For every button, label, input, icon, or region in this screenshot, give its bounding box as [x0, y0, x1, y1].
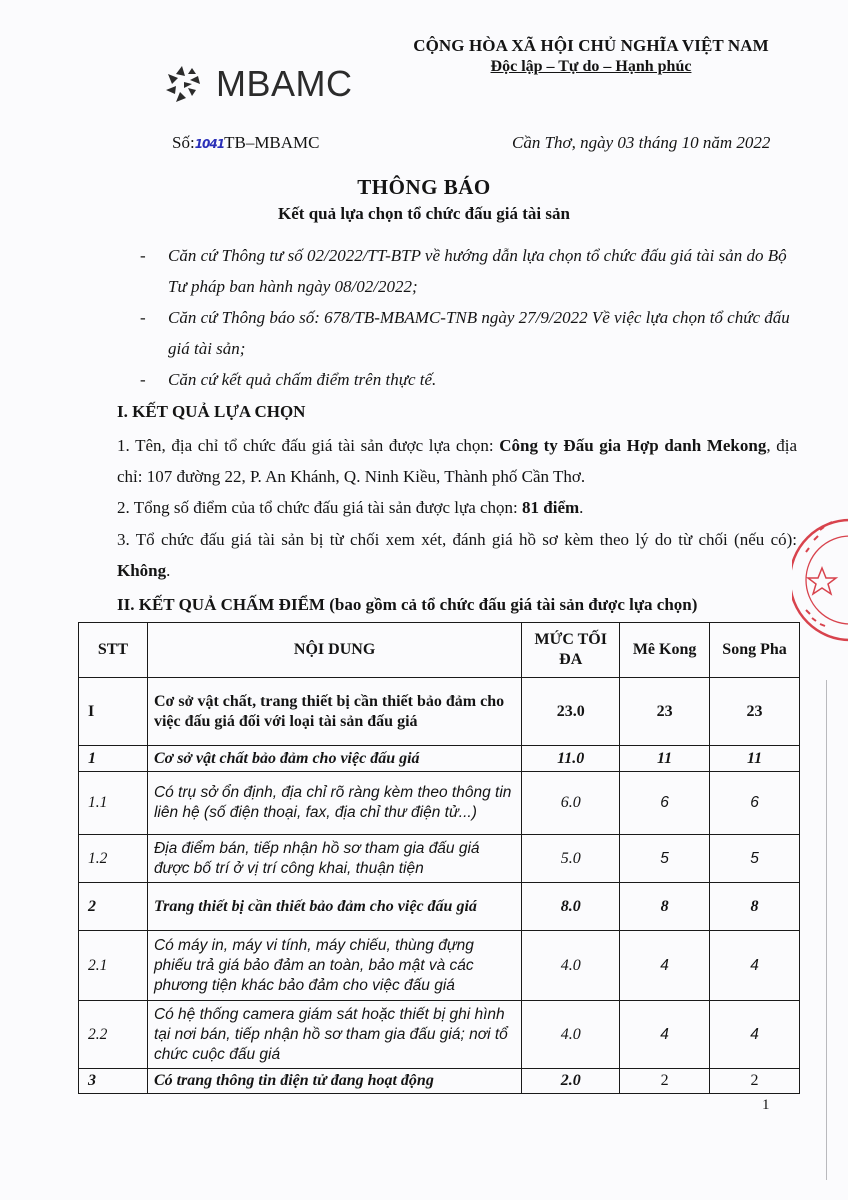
place-date: Cần Thơ, ngày 03 tháng 10 năm 2022 [512, 133, 771, 152]
row-content: Có trang thông tin điện tử đang hoạt động [147, 1069, 521, 1094]
row-org2: 4 [710, 1001, 800, 1069]
row-content: Trang thiết bị cần thiết bảo đảm cho việc đấu giá [147, 883, 521, 931]
legal-bases-list [140, 240, 800, 395]
item2-text: 2. Tổng số điểm của tổ chức đấu giá tài sản được lựa chọn: [117, 498, 523, 517]
section-1-item-3 [117, 524, 797, 586]
score-table [78, 622, 800, 1094]
row-max: 11.0 [522, 746, 620, 772]
scan-edge-line [826, 680, 827, 1180]
row-org1: 4 [620, 931, 710, 1001]
row-stt: 1.2 [79, 835, 148, 883]
row-stt: 3 [79, 1069, 148, 1094]
table-row [79, 1001, 800, 1069]
row-max: 2.0 [522, 1069, 620, 1094]
row-max: 23.0 [522, 678, 620, 746]
doc-number-prefix: Số: [172, 133, 195, 152]
company-seal-icon [792, 500, 848, 660]
doc-number-suffix: TB–MBAMC [224, 133, 320, 152]
table-row [79, 883, 800, 931]
row-org1: 23 [620, 678, 710, 746]
row-org1: 5 [620, 835, 710, 883]
document-title: THÔNG BÁO [357, 175, 491, 199]
row-stt: 1.1 [79, 772, 148, 835]
row-org2: 8 [710, 883, 800, 931]
header-content: NỘI DUNG [147, 623, 521, 678]
row-org1: 11 [620, 746, 710, 772]
company-logo [162, 62, 353, 106]
item3-end: . [166, 561, 171, 580]
row-org2: 11 [710, 746, 800, 772]
table-row [79, 772, 800, 835]
legal-basis-item: - Căn cứ Thông tư số 02/2022/TT-BTP về hướng dẫn lựa chọn tổ chức đấu giá tài sản do Bộ Tư pháp ban hành ngày 08/02/2022; [140, 240, 800, 302]
row-stt: I [79, 678, 148, 746]
table-row [79, 746, 800, 772]
header-max: MỨC TỐI ĐA [522, 623, 620, 678]
rejected-organization: Không [117, 561, 167, 580]
national-header [388, 36, 794, 76]
table-row [79, 678, 800, 746]
selected-organization: Công ty Đấu gia Hợp danh Mekong [499, 436, 767, 455]
section-1-heading: I. KẾT QUẢ LỰA CHỌN [117, 402, 306, 421]
row-org2: 5 [710, 835, 800, 883]
header-stt: STT [79, 623, 148, 678]
table-row [79, 931, 800, 1001]
row-content: Cơ sở vật chất bảo đảm cho việc đấu giá [147, 746, 521, 772]
row-max: 4.0 [522, 931, 620, 1001]
row-org1: 8 [620, 883, 710, 931]
national-title: CỘNG HÒA XÃ HỘI CHỦ NGHĨA VIỆT NAM [413, 36, 769, 55]
table-row [79, 1069, 800, 1094]
logo-text: MBAMC [216, 63, 353, 104]
row-max: 5.0 [522, 835, 620, 883]
row-org1: 6 [620, 772, 710, 835]
row-stt: 2.1 [79, 931, 148, 1001]
row-content: Có máy in, máy vi tính, máy chiếu, thùng đựng phiếu trả giá bảo đảm an toàn, bảo mật và các phương tiện khác bảo đảm cho việc đấu giá [147, 931, 521, 1001]
header-org1: Mê Kong [620, 623, 710, 678]
row-org1: 4 [620, 1001, 710, 1069]
document-number [172, 133, 320, 153]
national-motto: Độc lập – Tự do – Hạnh phúc [490, 58, 692, 75]
document-subtitle: Kết quả lựa chọn tổ chức đấu giá tài sản [278, 204, 570, 223]
row-org2: 4 [710, 931, 800, 1001]
section-2-heading: II. KẾT QUẢ CHẤM ĐIỂM (bao gồm cả tổ chức đấu giá tài sản được lựa chọn) [117, 595, 698, 614]
mbamc-star-logo-icon [162, 62, 212, 106]
row-stt: 2 [79, 883, 148, 931]
doc-number-handwritten: 1041 [194, 137, 225, 151]
row-content: Có hệ thống camera giám sát hoặc thiết bị ghi hình tại nơi bán, tiếp nhận hồ sơ tham gia đấu giá; nơi tổ chức cuộc đấu giá [147, 1001, 521, 1069]
page-number: 1 [762, 1097, 770, 1113]
row-max: 6.0 [522, 772, 620, 835]
row-stt: 2.2 [79, 1001, 148, 1069]
row-content: Địa điểm bán, tiếp nhận hồ sơ tham gia đấu giá được bố trí ở vị trí công khai, thuận tiện [147, 835, 521, 883]
row-stt: 1 [79, 746, 148, 772]
row-content: Có trụ sở ổn định, địa chỉ rõ ràng kèm theo thông tin liên hệ (số điện thoại, fax, địa chỉ thư điện tử...) [147, 772, 521, 835]
table-header-row [79, 623, 800, 678]
row-org2: 23 [710, 678, 800, 746]
legal-basis-item: - Căn cứ Thông báo số: 678/TB-MBAMC-TNB ngày 27/9/2022 Về việc lựa chọn tổ chức đấu giá tài sản; [140, 302, 800, 364]
section-1-item-1 [117, 430, 797, 492]
item3-text: 3. Tổ chức đấu giá tài sản bị từ chối xem xét, đánh giá hồ sơ kèm theo lý do từ chối (nếu có): [117, 530, 797, 549]
row-org1: 2 [620, 1069, 710, 1094]
item2-end: . [579, 498, 584, 517]
header-org2: Song Pha [710, 623, 800, 678]
row-max: 4.0 [522, 1001, 620, 1069]
row-max: 8.0 [522, 883, 620, 931]
total-score: 81 điểm [522, 498, 580, 517]
row-org2: 2 [710, 1069, 800, 1094]
row-content: Cơ sở vật chất, trang thiết bị cần thiết bảo đảm cho việc đấu giá đối với loại tài sản đấu giá [147, 678, 521, 746]
item1-text: 1. Tên, địa chỉ tổ chức đấu giá tài sản được lựa chọn: [117, 436, 500, 455]
table-row [79, 835, 800, 883]
legal-basis-item: - Căn cứ kết quả chấm điểm trên thực tế. [140, 364, 800, 395]
row-org2: 6 [710, 772, 800, 835]
section-1-item-2 [117, 492, 797, 523]
item1-address: , địa chỉ: 107 đường 22, P. An Khánh, Q. Ninh Kiều, Thành phố Cần Thơ. [117, 436, 797, 486]
